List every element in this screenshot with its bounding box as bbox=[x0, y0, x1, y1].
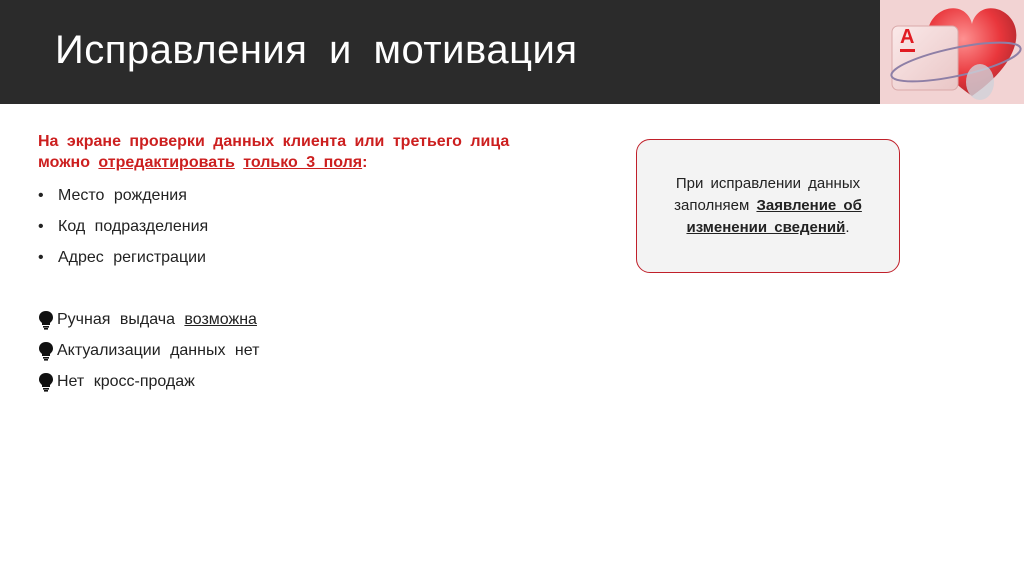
callout-box bbox=[636, 139, 900, 273]
intro-sep bbox=[235, 154, 243, 171]
field-division-code: Код подразделения bbox=[58, 218, 209, 235]
list-item bbox=[38, 242, 208, 273]
list-item bbox=[38, 180, 208, 211]
logo-letter: А bbox=[900, 26, 915, 48]
page-title: Исправления и мотивация bbox=[55, 28, 578, 72]
list-item bbox=[38, 366, 259, 397]
three-fields-text: только 3 поля bbox=[243, 154, 363, 171]
intro-line2 bbox=[38, 152, 556, 173]
field-registration-address: Адрес регистрации bbox=[58, 249, 206, 266]
bullet-icon: • bbox=[38, 218, 44, 235]
notes-list bbox=[38, 304, 259, 397]
lightbulb-icon bbox=[38, 341, 54, 361]
logo-image bbox=[880, 0, 1024, 104]
list-item bbox=[38, 304, 259, 335]
note-no-update: Актуализации данных нет bbox=[57, 342, 260, 359]
field-birthplace: Место рождения bbox=[58, 187, 187, 204]
bullet-icon: • bbox=[38, 187, 44, 204]
title-bar bbox=[0, 0, 880, 104]
edit-link-text: отредактировать bbox=[98, 154, 235, 171]
intro-colon: : bbox=[362, 154, 368, 171]
heart-logo-icon bbox=[880, 0, 1024, 104]
callout-text bbox=[653, 173, 883, 239]
callout-prefix: При исправлении данных заполняем bbox=[674, 175, 861, 214]
note-manual-issue: Ручная выдача bbox=[57, 311, 185, 328]
intro-line1: На экране проверки данных клиента или третьего лица bbox=[38, 133, 510, 150]
lightbulb-icon bbox=[38, 310, 54, 330]
application-form-name: Заявление об изменении сведений bbox=[686, 197, 862, 236]
editable-fields-list bbox=[38, 180, 208, 273]
intro-text bbox=[38, 131, 556, 173]
list-item bbox=[38, 211, 208, 242]
list-item bbox=[38, 335, 259, 366]
intro-line2-prefix: можно bbox=[38, 154, 99, 171]
callout-period: . bbox=[845, 219, 850, 236]
lightbulb-icon bbox=[38, 372, 54, 392]
bullet-icon: • bbox=[38, 249, 44, 266]
logo-underline bbox=[900, 49, 915, 52]
note-possible: возможна bbox=[184, 311, 257, 328]
note-no-cross-sell: Нет кросс-продаж bbox=[57, 373, 195, 390]
